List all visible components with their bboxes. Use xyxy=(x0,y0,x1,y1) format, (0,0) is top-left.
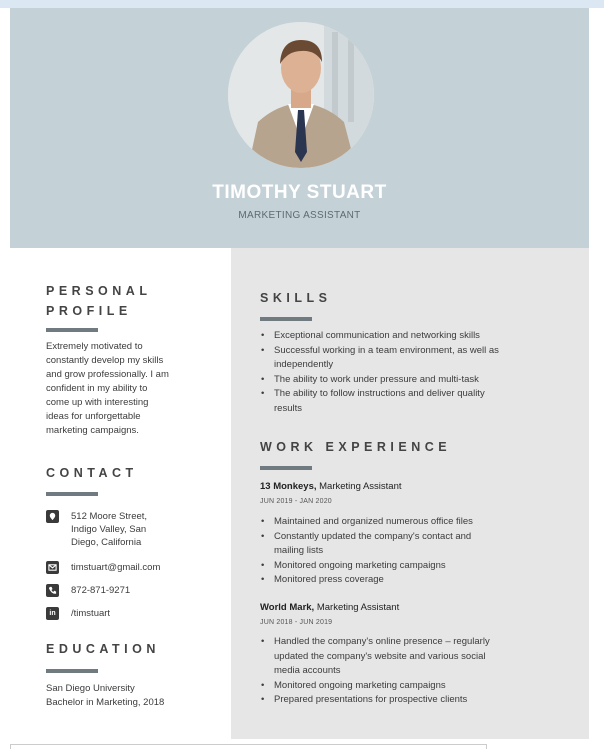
list-item xyxy=(274,515,589,530)
address-line: 512 Moore Street, xyxy=(71,511,148,522)
resume-header xyxy=(10,8,589,248)
bullet-text: • Monitored ongoing marketing campaigns xyxy=(274,679,446,691)
education-degree: Bachelor in Marketing, 2018 xyxy=(46,697,165,708)
next-page-edge xyxy=(10,744,487,749)
address-text xyxy=(71,510,147,549)
right-column xyxy=(231,248,589,739)
skills-list xyxy=(260,329,589,416)
section-rule xyxy=(46,669,98,673)
profile-line: come up with interesting xyxy=(46,397,149,408)
job-heading xyxy=(260,602,399,613)
bullet-text: • Monitored press coverage xyxy=(274,574,384,585)
job-dates: JUN 2018 - JUN 2019 xyxy=(260,619,333,626)
contact-phone xyxy=(46,584,130,597)
bullet-text: • Constantly updated the company's contact and xyxy=(274,530,472,542)
job-bullets xyxy=(260,635,589,708)
bullet-text: mailing lists xyxy=(274,545,324,556)
profile-line: Extremely motivated to xyxy=(46,341,143,352)
list-item xyxy=(274,329,589,344)
address-line: Diego, California xyxy=(71,537,142,548)
section-rule xyxy=(46,492,98,496)
skills-heading: SKILLS xyxy=(260,291,332,305)
profile-text xyxy=(46,340,231,438)
skill-text: • Successful working in a team environment, as well as xyxy=(274,344,499,356)
profile-line: and grow professionally. I am xyxy=(46,369,169,380)
list-item xyxy=(274,693,589,708)
address-line: Indigo Valley, San xyxy=(71,524,147,535)
job-heading xyxy=(260,481,402,492)
list-item xyxy=(274,559,589,574)
job-role: Marketing Assistant xyxy=(319,481,402,492)
skill-text: • The ability to follow instructions and deliver quality xyxy=(274,388,485,399)
education-heading: EDUCATION xyxy=(46,642,160,656)
skill-text: independently xyxy=(274,359,334,370)
bullet-text: media accounts xyxy=(274,665,341,676)
person-name: TIMOTHY STUART xyxy=(212,182,387,203)
profile-line: constantly develop my skills xyxy=(46,355,164,366)
education-school: San Diego University xyxy=(46,683,135,694)
list-item xyxy=(274,344,589,373)
contact-linkedin xyxy=(46,607,110,620)
list-item xyxy=(274,387,589,416)
personal-profile-heading-line1: PERSONAL xyxy=(46,284,152,298)
bullet-text: • Monitored ongoing marketing campaigns xyxy=(274,559,446,571)
bullet-text: updated the company's website and various social xyxy=(274,650,486,662)
contact-address xyxy=(46,510,147,549)
profile-line: confident in my ability to xyxy=(46,383,148,394)
job-title: MARKETING ASSISTANT xyxy=(238,210,361,221)
envelope-icon xyxy=(46,561,59,574)
contact-email xyxy=(46,561,160,574)
profile-line: marketing campaigns. xyxy=(46,425,139,436)
education-text xyxy=(46,682,231,710)
window-top-strip xyxy=(0,0,604,8)
list-item xyxy=(274,635,589,679)
location-pin-icon xyxy=(46,510,59,523)
personal-profile-heading-line2: PROFILE xyxy=(46,304,132,318)
skill-text: • Exceptional communication and networking skills xyxy=(274,330,480,341)
job-dates: JUN 2019 - JAN 2020 xyxy=(260,498,332,505)
job-bullets xyxy=(260,515,589,588)
company-name: 13 Monkeys, xyxy=(260,481,317,492)
skill-text: • The ability to work under pressure and multi-task xyxy=(274,373,479,385)
bullet-text: • Prepared presentations for prospective clients xyxy=(274,694,468,705)
portrait-illustration xyxy=(228,22,374,168)
portrait-photo xyxy=(228,22,374,168)
email-text: timstuart@gmail.com xyxy=(71,562,161,573)
profile-line: ideas for unforgettable xyxy=(46,411,141,422)
phone-text: 872-871-9271 xyxy=(71,585,131,596)
work-experience-heading: WORK EXPERIENCE xyxy=(260,440,452,454)
section-rule xyxy=(260,317,312,321)
contact-heading: CONTACT xyxy=(46,466,138,480)
phone-icon xyxy=(46,584,59,597)
left-column xyxy=(10,248,231,739)
list-item xyxy=(274,679,589,694)
bullet-text: • Maintained and organized numerous office files xyxy=(274,516,473,527)
skill-text: results xyxy=(274,402,302,414)
job-role: Marketing Assistant xyxy=(316,602,400,613)
list-item xyxy=(274,530,589,559)
company-name: World Mark, xyxy=(260,602,315,613)
linkedin-icon: in xyxy=(46,607,59,620)
section-rule xyxy=(260,466,312,470)
personal-profile-heading xyxy=(46,281,151,321)
resume-page xyxy=(10,8,589,739)
linkedin-text: /timstuart xyxy=(71,608,111,619)
bullet-text: • Handled the company's online presence – regularly xyxy=(274,636,490,647)
list-item xyxy=(274,573,589,588)
list-item xyxy=(274,373,589,388)
section-rule xyxy=(46,328,98,332)
